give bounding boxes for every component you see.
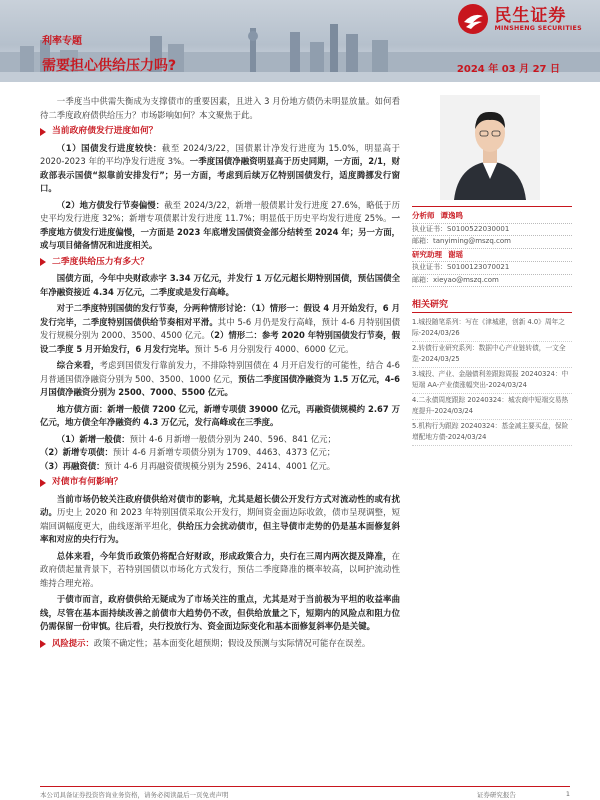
bullet-arrow-icon	[40, 640, 46, 648]
main-content	[40, 95, 400, 653]
bullet-arrow-icon	[40, 128, 46, 136]
list-item-refinancing-bond: （3）再融资债：预计 4-6 月再融资债规模分别为 2596、2414、4001 亿元。	[40, 460, 336, 471]
logo-chinese-name: 民生证券	[494, 5, 567, 26]
report-date: 2024 年 03 月 27 日	[456, 64, 560, 75]
related-item[interactable]: 5.机构行为跟踪 20240324：基金减主要买盘，保险增配地方债-2024/03/24	[412, 420, 572, 446]
analyst-cert: 执业证书：S0100522030001	[412, 224, 572, 237]
paragraph-s2-p1: 国债方面，今年中央财政赤字 3.34 万亿元，并发行 1 万亿元超长期特别国债，预估国债全年净融资接近 4.34 万亿元，二季度或是发行高峰。	[40, 273, 400, 297]
footer-doc-type: 证券研究报告	[476, 791, 516, 799]
related-research-list	[412, 316, 572, 446]
section-heading-3	[40, 476, 400, 490]
section-title-2: 二季度供给压力有多大？	[52, 256, 149, 267]
related-item[interactable]: 1.城投随笔系列：写在《津城建，创新 4.0》周年之际-2024/03/26	[412, 316, 572, 342]
paragraph-s1-p1: （1）国债发行进度较快：截至 2024/3/22，国债累计净发行进度为 15.0%，明显高于 2020-2023 年的平均净发行进度 3%。一季度国债净融资明显高于历史同期，一方面，2/1，财政部表示国债“拟靠前安排发行”；另一方面，考虑到后续万亿特别国债发行，适度腾挪发行窗口。	[40, 142, 400, 193]
analyst-portrait-image	[440, 95, 540, 200]
assistant-cert: 执业证书：S0100123070021	[412, 262, 572, 275]
risk-warning	[40, 637, 400, 651]
related-research-title: 相关研究	[412, 297, 572, 313]
paragraph-s2-p2: 对于二季度特别国债的发行节奏，分两种情形讨论：（1）情形一：假设 4 月开始发行，6 月发行完毕，二季度特别国债供给节奏相对平滑。其中 5-6 月仍是发行高峰，预计 4-6 月特别国债发行规模分别为 2000、3500、4500 亿元。（2）情形二：参考 2020 年特别国债发行节奏，假设二季度 5 月开始发行，6 月发行完毕。预计 5-6 月分别发行 4000、6000 亿元。	[40, 303, 401, 354]
minsheng-logo-icon	[456, 2, 490, 36]
section-title-1: 当前政府债发行进度如何？	[52, 126, 158, 136]
footer-disclaimer: 本公司具备证券投资咨询业务资格，请务必阅读最后一页免责声明	[40, 791, 229, 799]
analyst-name: 谭逸鸣	[440, 211, 463, 220]
logo-english-name: MINSHENG SECURITIES	[494, 24, 582, 32]
analyst-info	[412, 206, 572, 287]
report-category: 利率专题	[42, 36, 82, 47]
assistant-role: 研究助理	[412, 249, 442, 259]
report-title: 需要担心供给压力吗?	[42, 58, 177, 74]
page-number: 1	[565, 790, 570, 798]
analyst-photo	[440, 95, 540, 200]
risk-text: 政策不确定性；基本面变化超预期；假设及预测与实际情况可能存在误差。	[93, 637, 371, 648]
assistant-name: 谢瑶	[448, 249, 463, 259]
paragraph-s2-p3: 综合来看，考虑到国债发行靠前发力，不排除特别国债在 4 月开启发行的可能性，结合 4-6 月普通国债净融资分别为 500、3500、1000 亿元，预估二季度国债净融资为 1.5 万亿元，4-6 月国债净融资分别为 2500、7000、5500 亿元。	[40, 360, 400, 397]
section-heading-1	[40, 125, 400, 139]
related-item[interactable]: 4.二永债周度跟踪 20240324：城农商中短端交易热度提升-2024/03/24	[412, 394, 572, 420]
intro-paragraph: 一季度当中供需失衡成为支撑债市的重要因素，且进入 3 月份地方债仍未明显放量。如何看待二季度政府债供给压力？市场影响如何？本文聚焦于此。	[40, 96, 400, 120]
analyst-email[interactable]: 邮箱：tanyiming@mszq.com	[412, 236, 572, 249]
list-item-general-bond: （1）新增一般债：预计 4-6 月新增一般债分别为 240、596、841 亿元；	[56, 433, 336, 444]
paragraph-s1-p2: （2）地方债发行节奏偏慢：截至 2024/3/22，新增一般债累计发行进度 27.6%，略低于历史平均发行进度 32%；新增专项债累计发行进度 11.7%；明显低于历史平均发行进度 25%。一季度地方债发行进度偏慢，一方面是 2023 年底增发国债资金部分结转至 2024 年；另一方面，或与项目储备情况和进度相关。	[40, 199, 401, 250]
section-title-3: 对债市有何影响？	[52, 477, 123, 487]
paragraph-s3-p1: 当前市场仍较关注政府债供给对债市的影响，尤其是超长债公开发行方式对流动性的或有扰动。历史上 2020 和 2023 年特别国债采取公开发行，期间资金面边际收敛，债市呈现调整，短端回调幅度更大，曲线逐渐平坦化，供给压力会扰动债市，但主导债市走势的仍是基本面修复斜率和对应的央行行为。	[40, 493, 401, 544]
sidebar	[412, 95, 572, 446]
list-item-special-bond: （2）新增专项债：预计 4-6 月新增专项债分别为 1709、4463、4373 亿元；	[40, 447, 336, 457]
bullet-arrow-icon	[40, 258, 46, 266]
paragraph-s3-p3: 于债市而言，政府债供给无疑成为了市场关注的重点，尤其是对于当前极为平坦的收益率曲线，尽管在基本面持续改善之前债市大趋势仍不改，但供给放量之下，短期内的风险点和阻力位仍需保留一份审慎。往后看，央行投放行为、资金面边际变化和基本面修复斜率仍是关键。	[40, 594, 401, 631]
assistant-email[interactable]: 邮箱：xieyao@mszq.com	[412, 275, 572, 288]
header-banner	[0, 0, 600, 82]
page-footer	[40, 786, 570, 799]
company-logo	[456, 2, 582, 36]
related-item[interactable]: 3.城投、产业、金融债利差跟踪周报 20240324：中短端 AA-产业债涨幅突出-2024/03/24	[412, 368, 572, 394]
risk-label: 风险提示：	[52, 637, 94, 648]
paragraph-s2-p4: 地方债方面：新增一般债 7200 亿元，新增专项债 39000 亿元，再融资债规模约 2.67 万亿元，地方债全年净融资约 4.3 万亿元，发行高峰或在三季度。	[40, 403, 400, 427]
analyst-role: 分析师	[412, 211, 435, 220]
section-heading-2	[40, 256, 400, 270]
related-item[interactable]: 2.转债行业研究系列：数据中心产业链转债，一文全览-2024/03/25	[412, 342, 572, 368]
bullet-arrow-icon	[40, 479, 46, 487]
paragraph-s3-p2: 总体来看，今年货币政策仍将配合好财政，形成政策合力，央行在三周内两次提及降准，在政府债起量背景下，若特别国债以市场化方式发行，预估二季度降准的概率较高，以呵护流动性维持合理充裕。	[40, 550, 400, 588]
